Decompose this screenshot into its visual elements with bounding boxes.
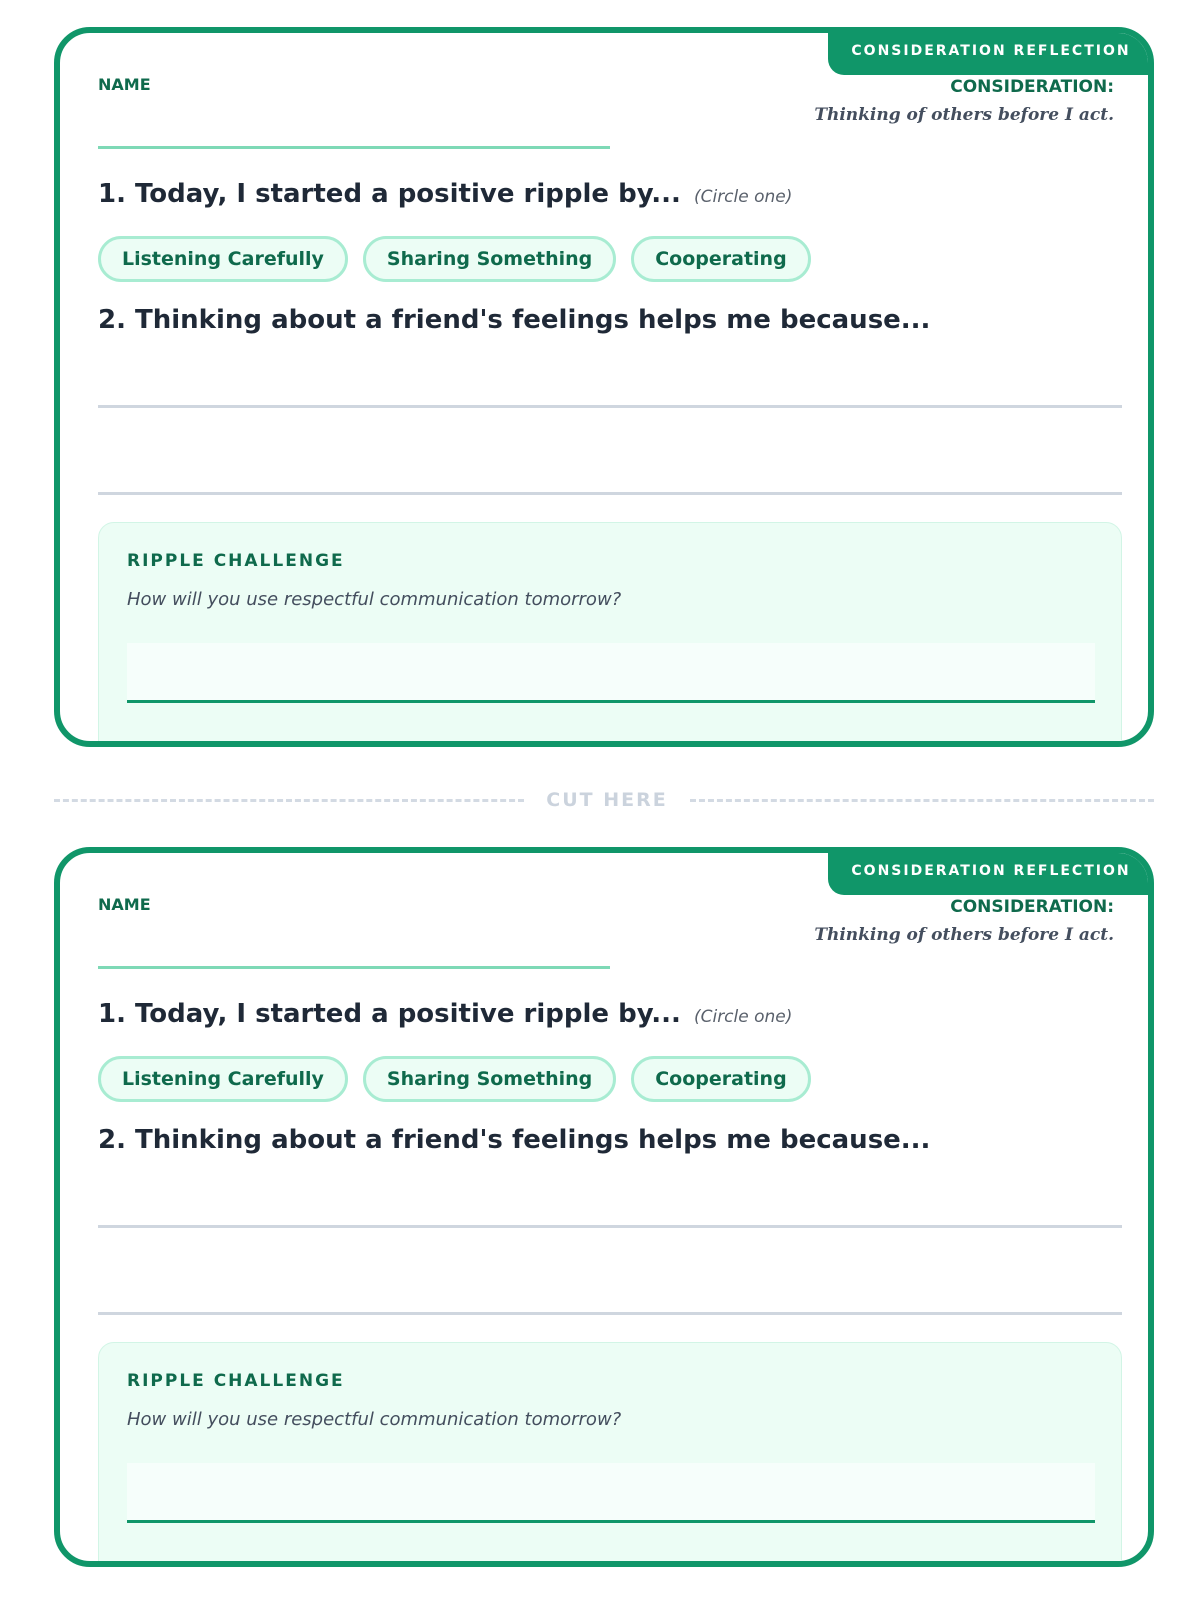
question-1-text: 1. Today, I started a positive ripple by...	[98, 999, 681, 1029]
name-label: NAME	[98, 75, 151, 94]
option-listening-carefully[interactable]: Listening Carefully	[98, 1056, 348, 1102]
name-write-line[interactable]	[98, 966, 610, 969]
option-sharing-something[interactable]: Sharing Something	[363, 1056, 616, 1102]
option-cooperating[interactable]: Cooperating	[631, 1056, 810, 1102]
cut-here-label: CUT HERE	[546, 789, 668, 811]
challenge-title: RIPPLE CHALLENGE	[127, 1371, 345, 1391]
question-1-hint: (Circle one)	[693, 187, 793, 207]
reflection-card-bottom	[54, 847, 1154, 1567]
answer-line-1[interactable]	[98, 405, 1122, 408]
value-title: CONSIDERATION:	[950, 897, 1114, 917]
ripple-challenge-box	[98, 522, 1122, 747]
ripple-options	[98, 1056, 811, 1102]
challenge-prompt: How will you use respectful communication tomorrow?	[127, 1409, 622, 1430]
question-1	[98, 179, 792, 209]
challenge-prompt: How will you use respectful communication tomorrow?	[127, 589, 622, 610]
reflection-card-top	[54, 27, 1154, 747]
name-label: NAME	[98, 895, 151, 914]
name-write-line[interactable]	[98, 146, 610, 149]
question-1-hint: (Circle one)	[693, 1007, 793, 1027]
cut-dash-right	[690, 799, 1154, 802]
question-1-text: 1. Today, I started a positive ripple by...	[98, 179, 681, 209]
answer-line-1[interactable]	[98, 1225, 1122, 1228]
card-tab-label: CONSIDERATION REFLECTION	[828, 27, 1154, 75]
cut-dash-left	[54, 799, 524, 802]
question-2: 2. Thinking about a friend's feelings helps me because...	[98, 1125, 931, 1155]
question-1	[98, 999, 792, 1029]
challenge-answer-field[interactable]	[127, 1463, 1095, 1523]
option-listening-carefully[interactable]: Listening Carefully	[98, 236, 348, 282]
answer-line-2[interactable]	[98, 492, 1122, 495]
option-sharing-something[interactable]: Sharing Something	[363, 236, 616, 282]
value-title: CONSIDERATION:	[950, 77, 1114, 97]
value-definition: Thinking of others before I act.	[814, 925, 1114, 945]
ripple-challenge-box	[98, 1342, 1122, 1567]
value-definition: Thinking of others before I act.	[814, 105, 1114, 125]
cut-line	[54, 789, 1154, 811]
option-cooperating[interactable]: Cooperating	[631, 236, 810, 282]
challenge-title: RIPPLE CHALLENGE	[127, 551, 345, 571]
question-2: 2. Thinking about a friend's feelings helps me because...	[98, 305, 931, 335]
answer-line-2[interactable]	[98, 1312, 1122, 1315]
card-tab-label: CONSIDERATION REFLECTION	[828, 847, 1154, 895]
ripple-options	[98, 236, 811, 282]
challenge-answer-field[interactable]	[127, 643, 1095, 703]
